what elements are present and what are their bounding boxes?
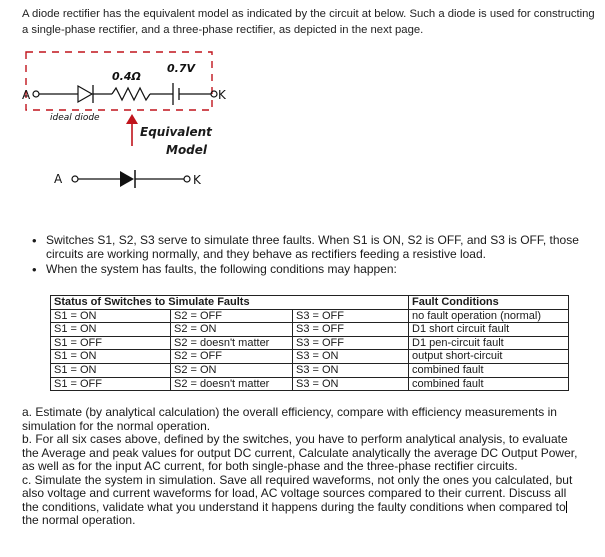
resistance-label: 0.4Ω [112,70,141,83]
table-cell: S1 = ON [51,350,171,364]
bullet-item: • Switches S1, S2, S3 serve to simulate three faults. When S1 is ON, S2 is OFF, and S3 is OFF, those circuits are working normally, and they behave as rectifiers feeding a resistive load. [22,234,582,261]
header-fault: Fault Conditions [409,296,569,310]
table-cell: S3 = ON [293,350,409,364]
equivalent-label-line2: Model [166,143,208,157]
ideal-diode-label: ideal diode [50,113,100,123]
equivalent-label-line1: Equivalent [140,125,212,139]
questions-section [22,406,582,528]
node-k-label: K [218,88,226,102]
table-cell: S2 = ON [171,323,293,337]
table-cell: combined fault [409,377,569,391]
table-cell: S1 = ON [51,323,171,337]
table-row [51,363,569,377]
question-c-tail: the normal operation. [22,513,136,527]
table-cell: S1 = ON [51,363,171,377]
node-a-terminal [33,91,39,97]
table-header-row [51,296,569,310]
question-c-text: c. Simulate the system in simulation. Save all required waveforms, not only the ones you calculated, but also voltage and current waveforms for load, AC voltage sources compared to their current. Discuss all the conditions, validate what you understand it happens during the faulty conditions when compared to [22,472,573,514]
table-cell: D1 pen-circuit fault [409,336,569,350]
table-row [51,377,569,391]
text-cursor [566,501,567,513]
table-cell: combined fault [409,363,569,377]
table-cell: output short-circuit [409,350,569,364]
bullet-list [22,234,582,279]
table-cell: S3 = OFF [293,336,409,350]
node-k2-label: K [193,173,201,187]
table-row [51,350,569,364]
table-row [51,336,569,350]
table-cell: S3 = OFF [293,309,409,323]
table-cell: S2 = doesn't matter [171,377,293,391]
node-a2-terminal [72,176,78,182]
fault-conditions-table [50,295,569,391]
node-k2-terminal [184,176,190,182]
node-a-label: A [22,88,31,102]
bullet-item: • When the system has faults, the following conditions may happen: [22,263,582,277]
table-cell: S2 = OFF [171,350,293,364]
table-cell: S1 = OFF [51,336,171,350]
table-cell: S3 = ON [293,377,409,391]
diode-symbol [120,171,134,187]
table-cell: D1 short circuit fault [409,323,569,337]
question-b: b. For all six cases above, defined by the switches, you have to perform analytical analysis, to evaluate the Average and peak values for output DC current, Calculate analytically the average DC Output Power, as well as for the input AC current, for both single-phase and the three-phase rectifier circuits. [22,432,578,473]
resistor-symbol [112,88,150,100]
table-cell: S2 = doesn't matter [171,336,293,350]
table-row [51,323,569,337]
question-c[interactable] [22,474,582,528]
table-cell: S2 = OFF [171,309,293,323]
table-cell: S1 = ON [51,309,171,323]
question-a: a. Estimate (by analytical calculation) the overall efficiency, compare with efficiency measurements in simulation for the normal operation. [22,405,557,433]
voltage-label: 0.7V [167,62,195,75]
table-cell: S3 = ON [293,363,409,377]
node-a2-label: A [54,172,63,186]
table-row [51,309,569,323]
table-cell: no fault operation (normal) [409,309,569,323]
arrow-head-icon [126,114,138,124]
table-cell: S1 = OFF [51,377,171,391]
ideal-diode-symbol [78,86,92,102]
table-cell: S2 = ON [171,363,293,377]
header-status: Status of Switches to Simulate Faults [51,296,409,310]
table-cell: S3 = OFF [293,323,409,337]
intro-paragraph: A diode rectifier has the equivalent model as indicated by the circuit at below. Such a diode is used for constructing a single-phase rectifier, and a three-phase rectifier, as depicted in the next page. [22,8,595,36]
diode-equivalent-circuit [20,48,280,198]
